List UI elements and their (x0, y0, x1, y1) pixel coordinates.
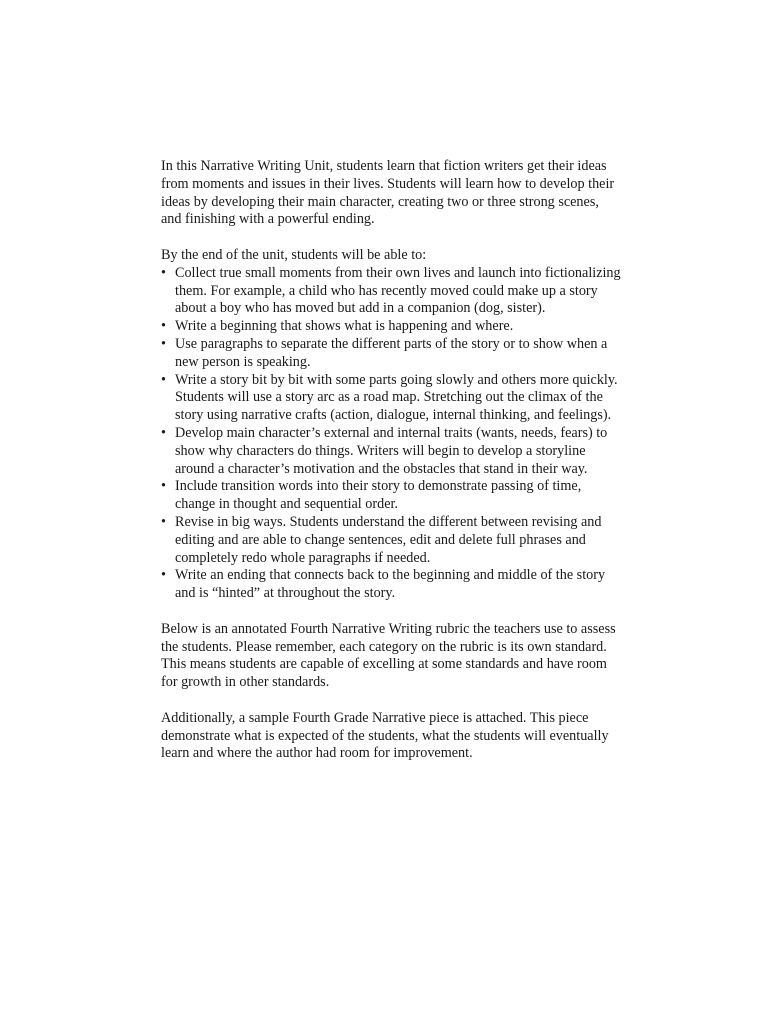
list-item-text: Collect true small moments from their own lives and launch into fictionalizing them. For example, a child who has recently moved could make up a story about a boy who has moved but add in a companion (dog, sister). (175, 264, 621, 317)
bullet-icon: • (161, 318, 166, 335)
list-item-text: Use paragraphs to separate the different parts of the story or to show when a new person is speaking. (175, 335, 608, 370)
list-item (161, 265, 621, 318)
bullet-icon: • (161, 371, 166, 388)
intro-paragraph: In this Narrative Writing Unit, students learn that fiction writers get their ideas from moments and issues in their lives. Students will learn how to develop their ideas by developing their main character, creating two or three strong scenes, and finishing with a powerful ending. (161, 158, 615, 228)
document-body (161, 158, 621, 763)
bullet-icon: • (161, 424, 166, 441)
list-item-text: Include transition words into their story to demonstrate passing of time, change in thought and sequential order. (175, 478, 582, 513)
outcomes-heading: By the end of the unit, students will be able to: (161, 246, 427, 263)
outcomes-list (161, 265, 621, 603)
list-item-text: Develop main character’s external and internal traits (wants, needs, fears) to show why characters do things. Writers will begin to develop a storyline around a character’s motivation and the obstacles that stand in their way. (175, 424, 608, 477)
list-item (161, 478, 621, 514)
list-item (161, 567, 621, 603)
list-item (161, 425, 621, 478)
bullet-icon: • (161, 264, 166, 281)
list-item-text: Revise in big ways. Students understand the different between revising and editing and are able to change sentences, edit and delete full phrases and completely redo whole paragraphs if needed. (175, 513, 602, 566)
sample-paragraph: Additionally, a sample Fourth Grade Narrative piece is attached. This piece demonstrate what is expected of the students, what the students will eventually learn and where the author had room for improvement. (161, 709, 609, 762)
list-item (161, 514, 621, 567)
bullet-icon: • (161, 513, 166, 530)
list-item-text: Write a story bit by bit with some parts going slowly and others more quickly. Students will use a story arc as a road map. Stretching out the climax of the story using narrative crafts (action, dialogue, internal thinking, and feelings). (175, 371, 618, 424)
list-item-text: Write a beginning that shows what is happening and where. (175, 318, 514, 335)
list-item (161, 336, 621, 372)
list-item-text: Write an ending that connects back to the beginning and middle of the story and is “hinted” at throughout the story. (175, 567, 606, 602)
bullet-icon: • (161, 567, 166, 584)
bullet-icon: • (161, 478, 166, 495)
rubric-paragraph: Below is an annotated Fourth Narrative Writing rubric the teachers use to assess the students. Please remember, each category on the rubric is its own standard. This means students are capable of excelling at some standards and have room for growth in other standards. (161, 620, 616, 691)
bullet-icon: • (161, 335, 166, 352)
list-item (161, 318, 621, 336)
list-item (161, 372, 621, 425)
